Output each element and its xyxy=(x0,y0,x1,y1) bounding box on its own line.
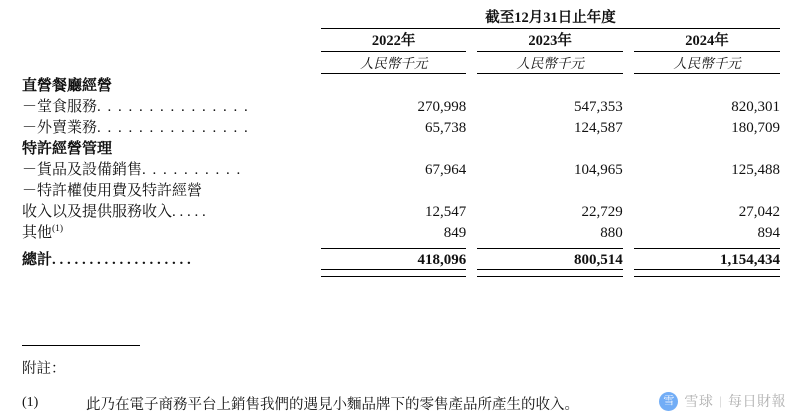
xueqiu-logo-icon: 雪 xyxy=(659,392,678,411)
empty-cell xyxy=(623,248,634,269)
value-takeaway-2024: 180,709 xyxy=(731,119,780,136)
empty-cell xyxy=(310,116,321,137)
row-label-text: －貨品及設備銷售 xyxy=(22,161,143,178)
value-goods-2022: 67,964 xyxy=(425,161,467,178)
section-heading-row xyxy=(22,74,780,95)
leader-dots: . . . . . . . . . . . . . . . xyxy=(97,98,250,115)
value-dine-in-2024: 820,301 xyxy=(731,98,780,115)
empty-cell xyxy=(466,29,477,51)
value-other-2023: 880 xyxy=(600,224,623,241)
watermark-account: 每日財報 xyxy=(728,393,786,409)
unit-row xyxy=(22,52,780,73)
empty-cell xyxy=(466,52,477,73)
empty-cell xyxy=(310,221,321,242)
leader-dots: . . . . . . . . . . . . . . . . . . . xyxy=(52,252,191,268)
empty-cell xyxy=(623,116,634,137)
unit-2022: 人民幣千元 xyxy=(359,56,428,71)
value-royalty-2023: 22,729 xyxy=(581,203,623,220)
financial-table xyxy=(22,6,780,277)
footnote-text: 此乃在電子商務平台上銷售我們的遇見小麵品牌下的零售產品所產生的收入。 xyxy=(86,397,579,413)
empty-cell xyxy=(466,221,477,242)
row-label-total xyxy=(22,248,310,269)
empty-cell xyxy=(466,200,477,221)
period-header: 截至12月31日止年度 xyxy=(485,10,616,26)
empty-cell xyxy=(466,248,477,269)
section-heading-franchise: 特許經營管理 xyxy=(22,140,113,157)
year-2024: 2024年 xyxy=(685,33,729,49)
unit-2023: 人民幣千元 xyxy=(516,56,584,71)
empty-cell xyxy=(466,95,477,116)
leader-dots: . . . . . xyxy=(172,203,206,220)
empty-cell xyxy=(22,52,310,73)
empty-cell xyxy=(623,29,634,51)
value-takeaway-2022: 65,738 xyxy=(425,119,467,136)
table-row xyxy=(22,179,780,200)
leader-dots: . . . . . . . . . . xyxy=(142,161,242,178)
value-royalty-2024: 27,042 xyxy=(738,203,780,220)
footnote-number: (1) xyxy=(22,395,39,410)
value-royalty-2022: 12,547 xyxy=(425,203,467,220)
empty-cell xyxy=(22,29,310,51)
row-label-royalty-line1: －特許權使用費及特許經營 xyxy=(22,182,203,199)
row-label-dine-in xyxy=(22,95,310,116)
empty-cell xyxy=(310,52,321,73)
year-2023: 2023年 xyxy=(528,33,572,49)
footnote-title: 附註： xyxy=(22,361,66,377)
value-total-2023: 800,514 xyxy=(573,251,623,268)
value-takeaway-2023: 124,587 xyxy=(573,119,623,136)
value-total-2022: 418,096 xyxy=(417,251,467,268)
table-row xyxy=(22,221,780,242)
empty-cell xyxy=(310,248,321,269)
value-other-2022: 849 xyxy=(443,224,467,241)
row-label-goods-equipment xyxy=(22,158,310,179)
unit-2024: 人民幣千元 xyxy=(673,56,741,71)
empty-cell xyxy=(623,52,634,73)
leader-dots: . . . . . . . . . . . . . . . xyxy=(97,119,250,136)
table-row xyxy=(22,200,780,221)
period-header-row xyxy=(22,6,780,27)
watermark-brand: 雪球 xyxy=(684,393,714,409)
row-label-other xyxy=(22,221,310,242)
row-label-text: 其他 xyxy=(22,224,53,241)
value-other-2024: 894 xyxy=(757,224,780,241)
empty-cell xyxy=(310,200,321,221)
total-double-rule-2023 xyxy=(477,269,622,276)
row-label-text: －堂食服務 xyxy=(22,98,98,115)
row-label-text: －外賣業務 xyxy=(22,119,98,136)
year-2022: 2022年 xyxy=(371,33,416,49)
row-label-takeaway xyxy=(22,116,310,137)
empty-cell xyxy=(310,137,780,158)
empty-cell xyxy=(310,269,321,276)
empty-cell xyxy=(623,158,634,179)
footnote-divider xyxy=(22,345,140,346)
watermark xyxy=(659,391,786,411)
empty-cell xyxy=(623,200,634,221)
value-total-2024: 1,154,434 xyxy=(720,251,780,268)
empty-cell xyxy=(22,6,310,27)
empty-cell xyxy=(310,158,321,179)
total-double-rule-2022 xyxy=(321,269,466,276)
empty-cell xyxy=(466,269,477,276)
watermark-separator: | xyxy=(719,393,722,408)
empty-cell xyxy=(466,116,477,137)
empty-cell xyxy=(310,95,321,116)
value-dine-in-2023: 547,353 xyxy=(573,98,623,115)
empty-cell xyxy=(623,269,634,276)
empty-cell xyxy=(22,269,310,276)
total-row xyxy=(22,248,780,269)
value-dine-in-2022: 270,998 xyxy=(417,98,467,115)
table-row xyxy=(22,95,780,116)
table-row xyxy=(22,158,780,179)
double-rule-row xyxy=(22,269,780,276)
table-row xyxy=(22,116,780,137)
year-row xyxy=(22,29,780,51)
row-label-text: 收入以及提供服務收入 xyxy=(22,203,173,220)
empty-cell xyxy=(623,95,634,116)
empty-cell xyxy=(310,6,321,27)
value-goods-2023: 104,965 xyxy=(573,161,623,178)
footnote-marker: (1) xyxy=(52,223,64,234)
empty-cell xyxy=(466,158,477,179)
section-heading-row xyxy=(22,137,780,158)
row-label-royalty-line2 xyxy=(22,200,310,221)
empty-cell xyxy=(310,29,321,51)
value-goods-2024: 125,488 xyxy=(731,161,780,178)
total-double-rule-2024 xyxy=(634,269,780,276)
row-label-text: 總計 xyxy=(22,252,53,268)
empty-cell xyxy=(310,179,780,200)
section-heading-direct-operation: 直營餐廳經營 xyxy=(22,77,113,94)
empty-cell xyxy=(310,74,780,95)
empty-cell xyxy=(623,221,634,242)
